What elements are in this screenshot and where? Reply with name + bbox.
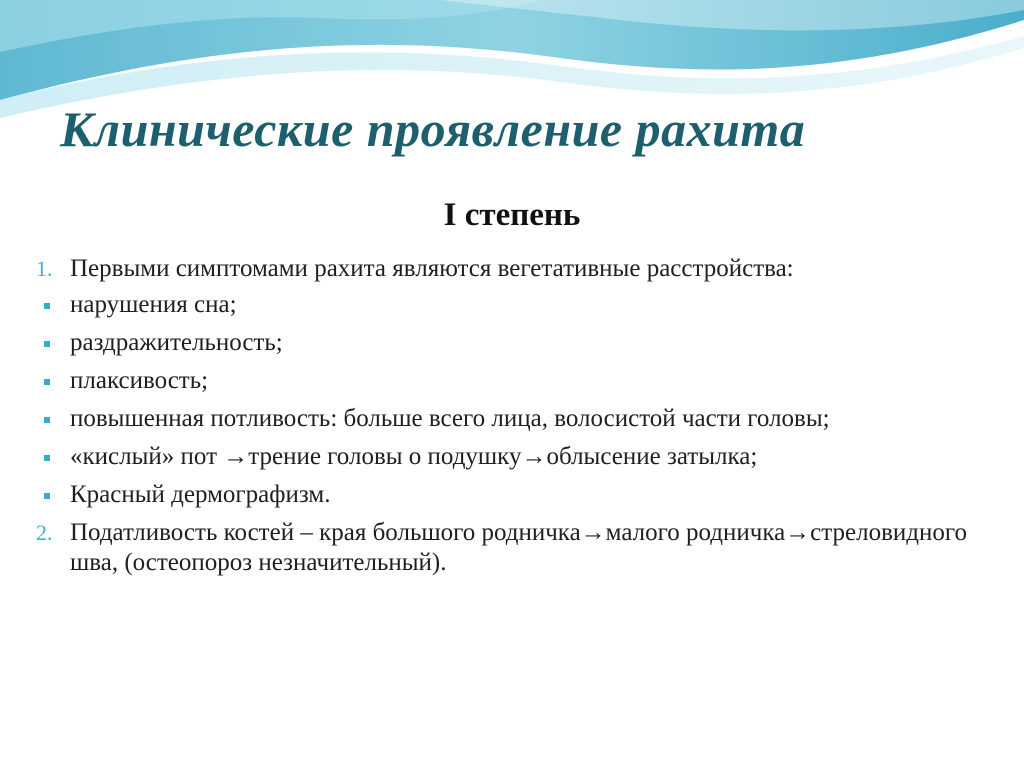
numbered-item bbox=[36, 254, 996, 284]
list-item bbox=[36, 404, 996, 434]
item-number bbox=[36, 518, 70, 548]
slide-title: Клинические проявление рахита bbox=[60, 101, 806, 157]
item-text: повышенная потливость: больше всего лица, волосистой части головы; bbox=[70, 405, 830, 432]
symptom-list bbox=[36, 254, 996, 584]
slide-subtitle: I степень bbox=[443, 197, 581, 233]
item-number bbox=[36, 254, 70, 284]
item-text: Первыми симптомами рахита являются вегетативные расстройства: bbox=[70, 255, 794, 282]
item-text: раздражительность; bbox=[70, 329, 283, 356]
item-text: нарушения сна; bbox=[70, 291, 237, 318]
item-text: «кислый» пот →трение головы о подушку→облысение затылка; bbox=[70, 443, 758, 470]
item-number-label: 2. bbox=[36, 520, 53, 545]
list-item bbox=[36, 442, 996, 472]
item-number-label: 1. bbox=[36, 256, 53, 281]
list-item bbox=[36, 480, 996, 510]
list-item bbox=[36, 328, 996, 358]
list-item bbox=[36, 366, 996, 396]
numbered-item bbox=[36, 518, 996, 578]
item-text: плаксивость; bbox=[70, 367, 209, 394]
item-text: Красный дермографизм. bbox=[70, 481, 331, 508]
list-item bbox=[36, 290, 996, 320]
item-text: Податливость костей – края большого родничка→малого родничка→стреловидного шва, (остеопороз незначительный). bbox=[70, 519, 967, 576]
